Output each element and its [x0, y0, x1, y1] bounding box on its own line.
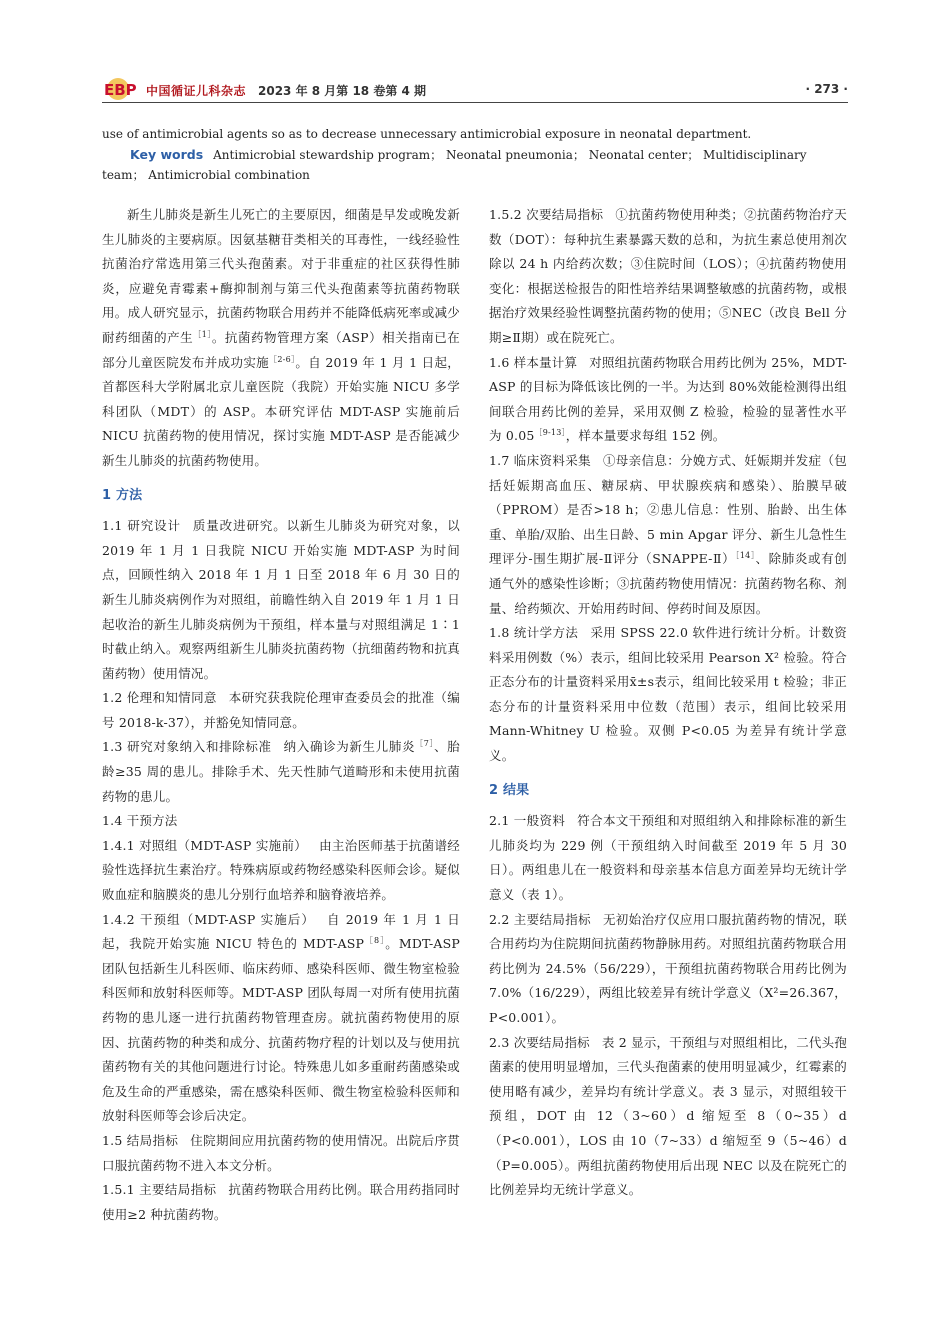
right-column — [489, 203, 847, 1203]
section-2-3: 2.3 次要结局指标 表 2 显示，干预组与对照组相比，二代头孢菌素的使用明显增加，三代头孢菌素的使用明显减少，红霉素的使用略有减少，差异均有统计学意义。表 3 显示，对照组较干预组，DOT 由 12（3~60）d 缩短至 8（0~35）d（P<0.001），LOS 由 10（7~33）d 缩短至 9（5~46）d（P=0.005）。两组抗菌药物使用后出现 NEC 以及在院死亡的比例差异均无统计学意义。 — [489, 1034, 847, 1198]
section-1-5-2: 1.5.2 次要结局指标 ①抗菌药物使用种类；②抗菌药物治疗天数（DOT）：每种抗生素暴露天数的总和，为抗生素总使用剂次除以 24 h 内给药次数；③住院时间（LOS）；④抗菌药物使用变化：根据送检报告的阳性培养结果调整敏感的抗菌药物，或根据治疗效果经验性调整抗菌药物的使用；⑤NEC（改良 Bell 分期≥Ⅱ期）或在院死亡。 — [489, 207, 847, 345]
intro-paragraph: 新生儿肺炎是新生儿死亡的主要原因，细菌是早发或晚发新生儿肺炎的主要病原。因氨基糖苷类相关的耳毒性，一线经验性抗菌治疗常选用第三代头孢菌素。对于非重症的社区获得性肺炎，应避免青霉素+酶抑制剂与第三代头孢菌素等抗菌药物联用。成人研究显示，抗菌药物联合用药并不能降低病死率或减少耐药细菌的产生$^{[1]}$。抗菌药物管理方案（ASP）相关指南已在部分儿童医院发布并成功实施$^{[2-6]}$。自 2019 年 1 月 1 日起，首都医科大学附属北京儿童医院（我院）开始实施 NICU 多学科团队（MDT）的 ASP。本研究评估 MDT-ASP 实施前后 NICU 抗菌药物的使用情况，探讨实施 MDT-ASP 是否能减少新生儿肺炎的抗菌药物使用。 — [102, 207, 460, 468]
section-1-4: 1.4 干预方法 — [102, 813, 178, 829]
logo-text: EBP — [104, 81, 137, 99]
page-header — [102, 80, 848, 102]
section-1-4-1: 1.4.1 对照组（MDT-ASP 实施前） 由主治医师基于抗菌谱经验性选择抗生素治疗。特殊病原或药物经感染科医师会诊。疑似败血症和脑膜炎的患儿分别行血培养和脑脊液培养。 — [102, 837, 460, 903]
header-rule — [102, 102, 848, 103]
keywords-label: Key words — [130, 147, 204, 162]
left-column — [102, 203, 460, 1227]
section-1-6: 1.6 样本量计算 对照组抗菌药物联合用药比例为 25%，MDT-ASP 的目标为降低该比例的一半。为达到 80%效能检测得出组间联合用药比例的差异，采用双侧 Z 检验，检验的显著性水平为 $0.05^{[9-13]}$，样本量要求每组 152 例。 — [489, 354, 847, 444]
section-1-4-2: 1.4.2 干预组（MDT-ASP 实施后） 自 2019 年 1 月 1 日起，我院开始实施 NICU 特色的 MDT-$ASP^{[8]}$。MDT-ASP 团队包括新生儿科医师、临床药师、感染科医师、微生物室检验科医师和放射科医师等。MDT-ASP 团队每周一对所有使用抗菌药物的患儿逐一进行抗菌药物管理查房。就抗菌药物使用的原因、抗菌药物的种类和成分、抗菌药物疗程的计划以及与使用抗菌药物有关的其他问题进行讨论。特殊患儿如多重耐药菌感染或危及生命的严重感染，需在感染科医师、微生物室检验科医师和放射科医师等会诊后决定。 — [102, 911, 460, 1124]
section-1-8: 1.8 统计学方法 采用 SPSS 22.0 软件进行统计分析。计数资料采用例数（%）表示，组间比较采用 Pearson X² 检验。符合正态分布的计量资料采用x̄±s表示，组间比较采用 t 检验；非正态分布的计量资料采用中位数（范围）表示，组间比较采用 Mann-Whitney U 检验。双侧 P<0.05 为差异有统计学意义。 — [489, 625, 848, 764]
journal-name: 中国循证儿科杂志 — [146, 84, 247, 98]
section-1-5: 1.5 结局指标 住院期间应用抗菌药物的使用情况。出院后序贯口服抗菌药物不进入本文分析。 — [102, 1132, 461, 1173]
section-1-1: 1.1 研究设计 质量改进研究。以新生儿肺炎为研究对象，以 2019 年 1 月 1 日我院 NICU 开始实施 MDT-ASP 为时间点，回顾性纳入 2018 年 1 月 1 日至 2018 年 6 月 30 日的新生儿肺炎病例作为对照组，前瞻性纳入自 2019 年 1 月 1 日起收治的新生儿肺炎病例为干预组，样本量与对照组满足 1∶1 时截止纳入。观察两组新生儿肺炎抗菌药物（抗细菌药物和抗真菌药物）使用情况。 — [102, 518, 460, 681]
journal-logo — [102, 76, 142, 102]
issue-info: 2023 年 8 月第 18 卷第 4 期 — [258, 84, 427, 98]
abstract-end: use of antimicrobial agents so as to decrease unnecessary antimicrobial exposure in neonatal department. — [102, 127, 752, 141]
keywords — [102, 145, 848, 185]
section-2-1: 2.1 一般资料 符合本文干预组和对照组纳入和排除标准的新生儿肺炎均为 229 例（干预组纳入时间截至 2019 年 5 月 30 日）。两组患儿在一般资料和母亲基本信息方面差异均无统计学意义（表 1）。 — [489, 813, 848, 903]
section-1-2: 1.2 伦理和知情同意 本研究获我院伦理审查委员会的批准（编号 2018-k-37），并豁免知情同意。 — [102, 690, 460, 730]
section-1-3: 1.3 研究对象纳入和排除标准 纳入确诊为新生儿肺炎$^{[7]}$、胎龄≥35 周的患儿。排除手术、先天性肺气道畸形和未使用抗菌药物的患儿。 — [102, 739, 460, 804]
section-1-7: 1.7 临床资料采集 ①母亲信息：分娩方式、妊娠期并发症（包括妊娠期高血压、糖尿病、甲状腺疾病和感染）、胎膜早破（PPROM）是否>18 h；②患儿信息：性别、胎龄、出生体重、单胎/双胎、出生日龄、5 min Apgar 评分、新生儿急性生理评分-围生期扩展-Ⅱ评分（SNAPPE-Ⅱ）$^{[14]}$、除肺炎或有创通气外的感染性诊断；③抗菌药物使用情况：抗菌药物名称、剂量、给药频次、开始用药时间、停药时间及原因。 — [489, 452, 847, 616]
keywords-text: Antimicrobial stewardship program； Neonatal pneumonia； Neonatal center； Multidisciplinary team； Antimicrobial combination — [102, 148, 807, 182]
section-1-5-1: 1.5.1 主要结局指标 抗菌药物联合用药比例。联合用药指同时使用≥2 种抗菌药物。 — [102, 1182, 460, 1222]
section-2-2: 2.2 主要结局指标 无初始治疗仅应用口服抗菌药物的情况，联合用药均为住院期间抗菌药物静脉用药。对照组抗菌药物联合用药比例为 24.5%（56/229），干预组抗菌药物联合用药比例为 7.0%（16/229），两组比较差异有统计学意义（X²=26.367，P<0.001）。 — [489, 911, 847, 1025]
results-heading: 2 结果 — [489, 782, 530, 798]
methods-heading: 1 方法 — [102, 487, 143, 503]
page-number: · 273 · — [805, 82, 848, 96]
